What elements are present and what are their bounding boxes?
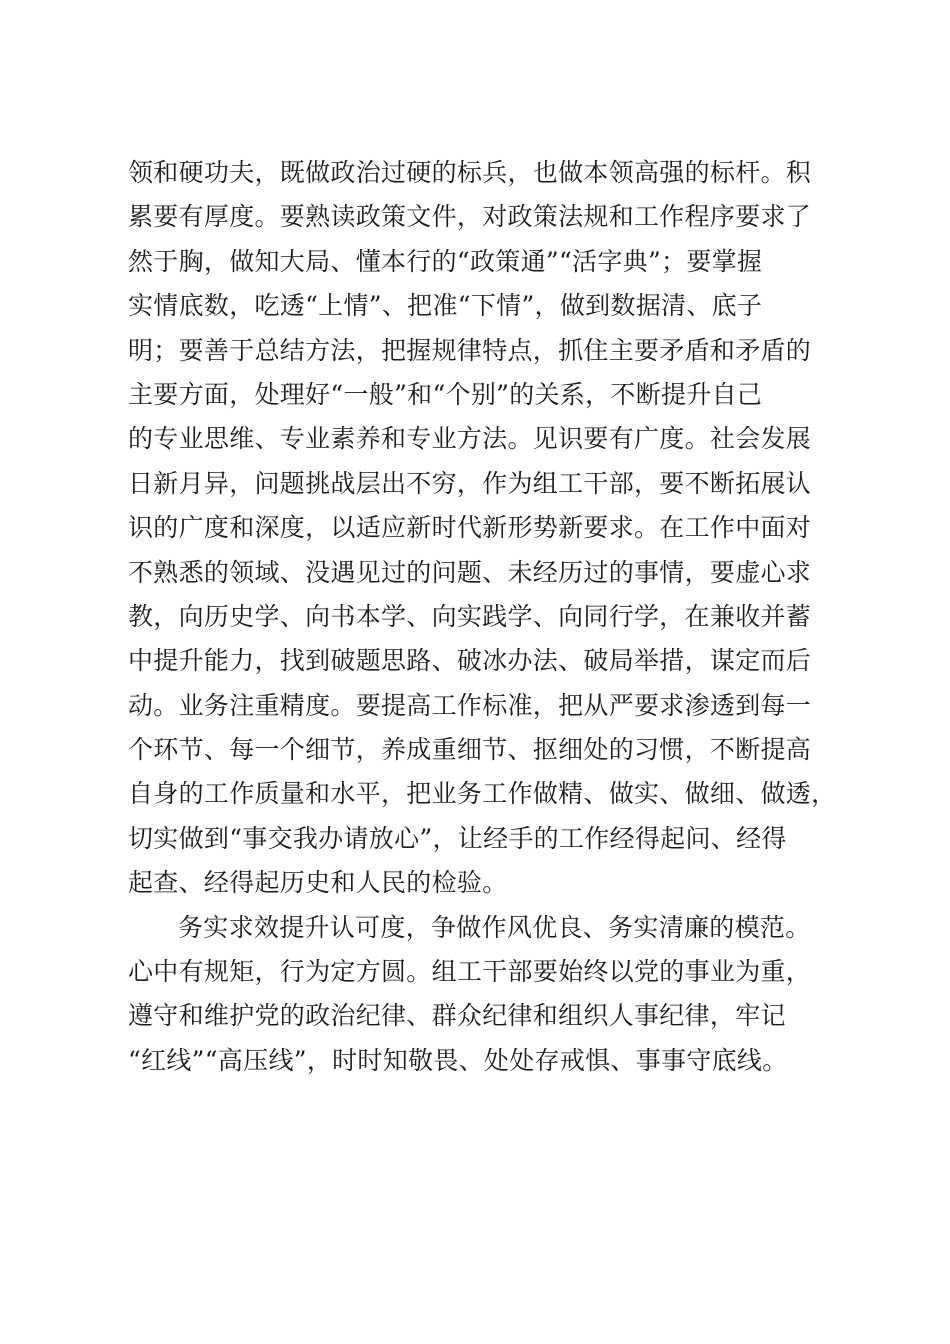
text-line: 动。业务注重精度。要提高工作标准，把从严要求渗透到每一 [128, 690, 812, 720]
paragraph-2 [128, 906, 828, 1084]
text-line: 心中有规矩，行为定方圆。组工干部要始终以党的事业为重， [128, 957, 812, 987]
text-line: 切实做到“事交我办请放心”，让经手的工作经得起问、经得 [128, 823, 787, 853]
text-line: 实情底数，吃透“上情”、把准“下情”，做到数据清、底子 [128, 291, 763, 321]
paragraph-1 [128, 151, 837, 906]
text-line: 个环节、每一个细节，养成重细节、抠细处的习惯，不断提高 [128, 735, 812, 765]
text-line: 自身的工作质量和水平，把业务工作做精、做实、做细、做透， [128, 779, 837, 809]
text-line: 不熟悉的领域、没遇见过的问题、未经历过的事情，要虚心求 [128, 557, 812, 587]
text-line: 遵守和维护党的政治纪律、群众纪律和组织人事纪律，牢记 [128, 1001, 786, 1031]
text-line: 领和硬功夫，既做政治过硬的标兵，也做本领高强的标杆。积 [128, 158, 812, 187]
text-line: “红线”“高压线”，时时知敬畏、处处存戒惧、事事守底线。 [128, 1045, 788, 1075]
text-line: 明；要善于总结方法，把握规律特点，抓住主要矛盾和矛盾的 [128, 335, 812, 365]
body-text [128, 151, 837, 1083]
text-line: 主要方面，处理好“一般”和“个别”的关系，不断提升自己 [128, 379, 763, 409]
text-line: 识的广度和深度，以适应新时代新形势新要求。在工作中面对 [128, 513, 812, 543]
text-line: 教，向历史学、向书本学、向实践学、向同行学，在兼收并蓄 [128, 601, 812, 631]
paragraph-heading-line: 务实求效提升认可度，争做作风优良、务实清廉的模范。 [178, 912, 811, 942]
text-line: 然于胸，做知大局、懂本行的“政策通”“活字典”；要掌握 [128, 246, 763, 276]
text-line: 日新月异，问题挑战层出不穷，作为组工干部，要不断拓展认 [128, 468, 812, 498]
text-line: 累要有厚度。要熟读政策文件，对政策法规和工作程序要求了 [128, 202, 812, 232]
text-line: 中提升能力，找到破题思路、破冰办法、破局举措，谋定而后 [128, 646, 812, 676]
text-line: 的专业思维、专业素养和专业方法。见识要有广度。社会发展 [128, 424, 812, 454]
text-line: 起查、经得起历史和人民的检验。 [128, 868, 508, 898]
